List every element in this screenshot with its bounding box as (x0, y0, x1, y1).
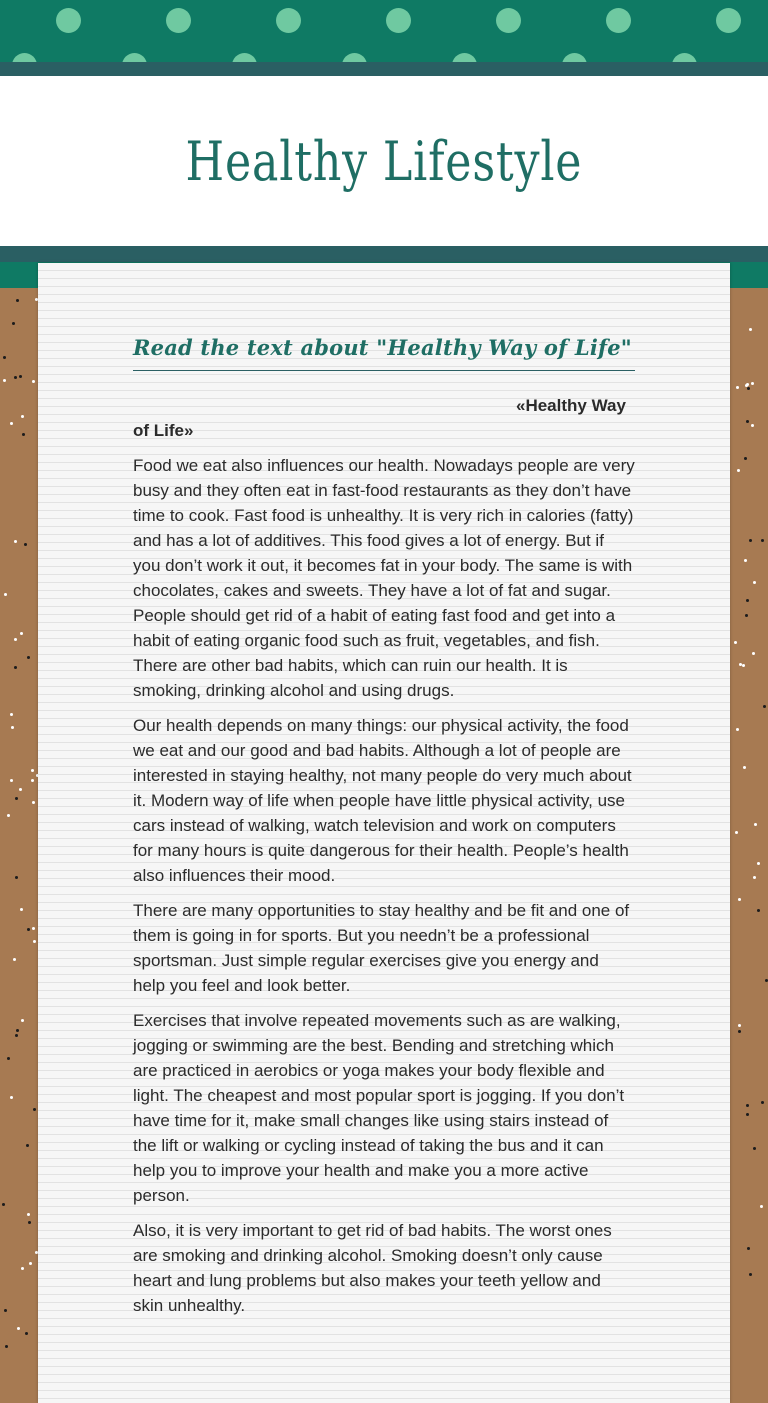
speckle (4, 1309, 7, 1312)
speckle (757, 862, 760, 865)
speckle (31, 769, 34, 772)
instruction-heading-wrap (133, 335, 635, 380)
paragraph: Also, it is very important to get rid of bad habits. The worst ones are smoking and drinking alcohol. Smoking doesn’t only cause heart and lung problems but also makes your teeth yellow and skin unhealthy. (133, 1221, 612, 1315)
instruction-heading: Read the text about "Healthy Way of Life" (133, 335, 635, 371)
speckle (14, 666, 17, 669)
speckle (746, 1104, 749, 1107)
speckle (22, 433, 25, 436)
speckle (749, 1273, 752, 1276)
polka-dot (122, 53, 147, 62)
speckle (15, 1034, 18, 1037)
speckle (746, 420, 749, 423)
speckle (33, 940, 36, 943)
speckle (5, 1345, 8, 1348)
paragraph: Food we eat also influences our health. Nowadays people are very busy and they often eat in fast-food restaurants as they don’t have time to cook. Fast food is unhealthy. It is very rich in calories (fatty) and has a lot of additives. This food gives a lot of energy. But if you don’t work it out, it becomes fat in your body. The same is with chocolates, cakes and sweets. They have a lot of fat and sugar. People should get rid of a habit of eating fast food and get into a habit of eating organic food such as fruit, vegetables, and fish. There are other bad habits, which can ruin our health. It is smoking, drinking alcohol and using drugs. (133, 456, 635, 700)
speckle (734, 641, 737, 644)
speckle (746, 1113, 749, 1116)
speckle (27, 1213, 30, 1216)
speckle (735, 831, 738, 834)
polka-dot (606, 8, 631, 33)
speckle (746, 383, 749, 386)
speckle (745, 384, 748, 387)
speckle (753, 876, 756, 879)
speckle (26, 1144, 29, 1147)
speckle (19, 375, 22, 378)
speckle (13, 958, 16, 961)
polka-dot (562, 53, 587, 62)
speckle (15, 797, 18, 800)
speckle (736, 728, 739, 731)
polka-dot (232, 53, 257, 62)
speckle (10, 1096, 13, 1099)
speckle (20, 908, 23, 911)
speckle (738, 1024, 741, 1027)
title-divider (0, 246, 768, 262)
speckle (747, 1247, 750, 1250)
polka-dot (496, 8, 521, 33)
polka-dot (56, 8, 81, 33)
speckle (749, 328, 752, 331)
speckle (11, 726, 14, 729)
speckle (7, 814, 10, 817)
document-title: «Healthy Way of Life» (133, 396, 626, 440)
speckle (739, 663, 742, 666)
polka-dot (12, 53, 37, 62)
polka-dot (166, 8, 191, 33)
speckle (753, 581, 756, 584)
speckle (743, 766, 746, 769)
speckle (747, 387, 750, 390)
paragraph: Our health depends on many things: our physical activity, the food we eat and our good and bad habits. Although a lot of people are interested in staying healthy, not many people do very much about it. Modern way of life when people have little physical activity, use cars instead of walking, watch television and work on computers for many hours is quite dangerous for their health. People’s health also influences their mood. (133, 716, 632, 885)
title-panel (0, 76, 768, 246)
speckle (17, 1327, 20, 1330)
polka-dot (276, 8, 301, 33)
speckle (24, 543, 27, 546)
speckle (3, 379, 6, 382)
worksheet-content (133, 335, 635, 1328)
speckle (744, 457, 747, 460)
speckle (4, 593, 7, 596)
speckle (16, 1029, 19, 1032)
speckle (16, 299, 19, 302)
speckle (765, 979, 768, 982)
polka-dot (716, 8, 741, 33)
page-title: Healthy Lifestyle (185, 129, 583, 193)
header-divider (0, 62, 768, 76)
speckle (751, 382, 754, 385)
speckle (744, 559, 747, 562)
polka-dot (672, 53, 697, 62)
speckle (33, 1108, 36, 1111)
speckle (25, 1332, 28, 1335)
worksheet-paper (38, 263, 730, 1403)
polka-dot (386, 8, 411, 33)
speckle (14, 376, 17, 379)
speckle (736, 386, 739, 389)
speckle (761, 539, 764, 542)
header-pattern-band (0, 0, 768, 62)
speckle (753, 1147, 756, 1150)
speckle (752, 652, 755, 655)
polka-dot (452, 53, 477, 62)
speckle (27, 656, 30, 659)
speckle (14, 540, 17, 543)
speckle (32, 801, 35, 804)
paragraph: Exercises that involve repeated movements such as are walking, jogging or swimming are the best. Bending and stretching which are practiced in aerobics or yoga makes your body flexible and light. The cheapest and most popular sport is jogging. If you don’t have time for it, make small changes like using stairs instead of the lift or walking or cycling instead of taking the bus and it can help you to improve your health and make you a more active person. (133, 1011, 625, 1205)
speckle (32, 380, 35, 383)
speckle (27, 928, 30, 931)
speckle (760, 1205, 763, 1208)
speckle (749, 539, 752, 542)
speckle (761, 1101, 764, 1104)
speckle (757, 909, 760, 912)
speckle (21, 1267, 24, 1270)
speckle (21, 415, 24, 418)
speckle (737, 469, 740, 472)
speckle (20, 632, 23, 635)
speckle (10, 713, 13, 716)
speckle (754, 823, 757, 826)
speckle (28, 1221, 31, 1224)
speckle (742, 664, 745, 667)
paragraph: There are many opportunities to stay healthy and be fit and one of them is going in for sports. But you needn’t be a professional sportsman. Just simple regular exercises give you energy and help you feel and look better. (133, 901, 630, 995)
speckle (10, 422, 13, 425)
speckle (763, 705, 766, 708)
speckle (746, 599, 749, 602)
speckle (751, 424, 754, 427)
speckle (15, 876, 18, 879)
speckle (2, 1203, 5, 1206)
speckle (7, 1057, 10, 1060)
speckle (10, 779, 13, 782)
speckle (14, 638, 17, 641)
speckle (19, 788, 22, 791)
speckle (31, 779, 34, 782)
speckle (12, 322, 15, 325)
speckle (738, 898, 741, 901)
speckle (29, 1262, 32, 1265)
speckle (745, 614, 748, 617)
polka-dot (342, 53, 367, 62)
speckle (3, 356, 6, 359)
speckle (21, 1019, 24, 1022)
speckle (32, 927, 35, 930)
speckle (738, 1030, 741, 1033)
